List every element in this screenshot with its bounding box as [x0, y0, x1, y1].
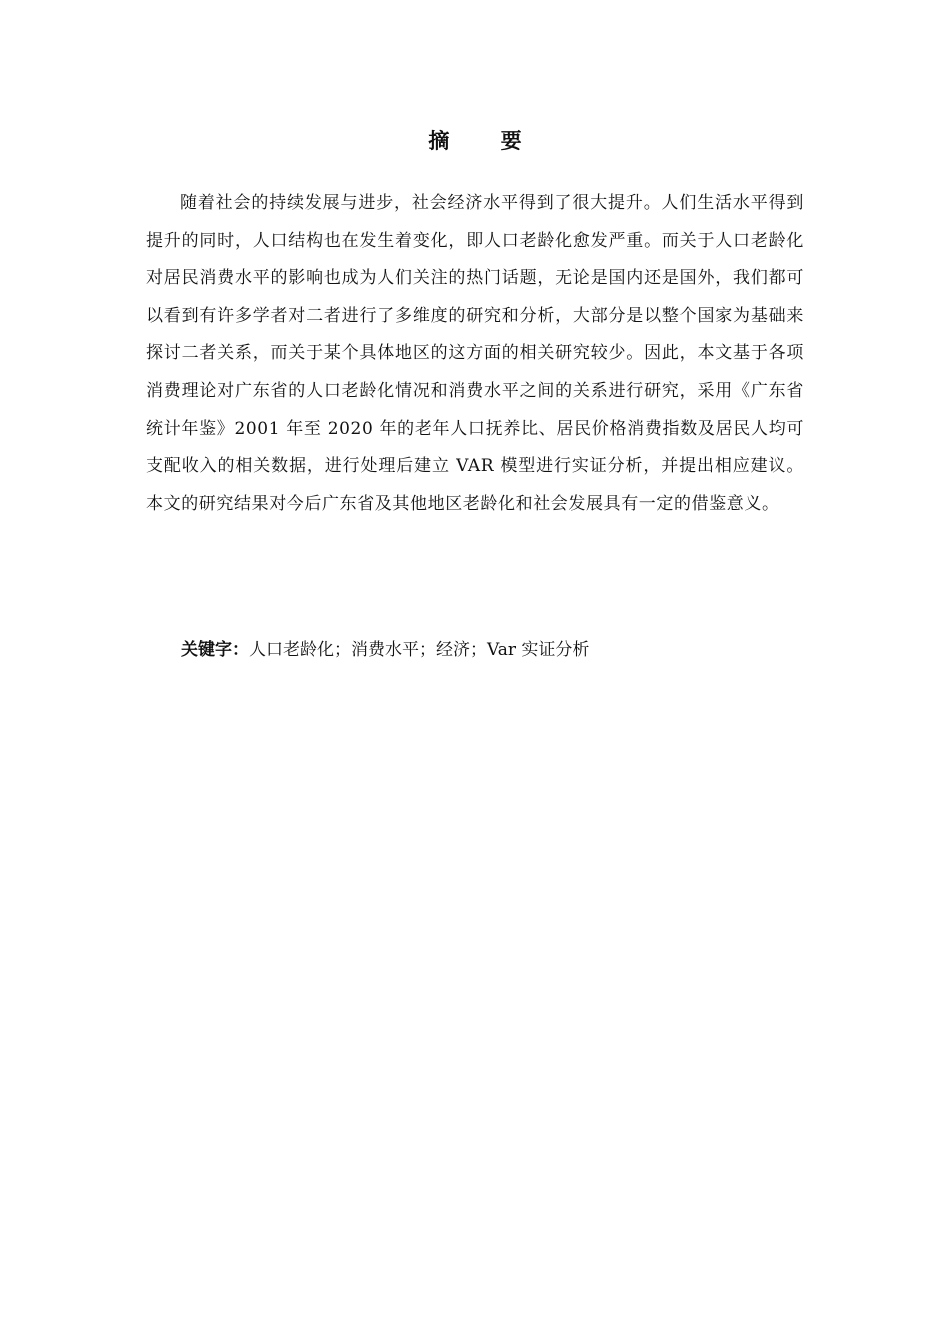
abstract-paragraph: 随着社会的持续发展与进步，社会经济水平得到了很大提升。人们生活水平得到提升的同时，人口结构也在发生着变化，即人口老龄化愈发严重。而关于人口老龄化对居民消费水平的影响也成为人们关注的热门话题，无论是国内还是国外，我们都可以看到有许多学者对二者进行了多维度的研究和分析，大部分是以整个国家为基础来探讨二者关系，而关于某个具体地区的这方面的相关研究较少。因此，本文基于各项消费理论对广东省的人口老龄化情况和消费水平之间的关系进行研究，采用《广东省统计年鉴》2001 年至 2020 年的老年人口抚养比、居民价格消费指数及居民人均可支配收入的相关数据，进行处理后建立 VAR 模型进行实证分析，并提出相应建议。本文的研究结果对今后广东省及其他地区老龄化和社会发展具有一定的借鉴意义。 — [146, 193, 804, 514]
keywords-line — [181, 632, 804, 669]
abstract-title: 摘 要 — [428, 128, 544, 153]
keywords-label: 关键字： — [181, 640, 249, 660]
keywords-value: 人口老龄化；消费水平；经济；Var 实证分析 — [249, 640, 590, 660]
